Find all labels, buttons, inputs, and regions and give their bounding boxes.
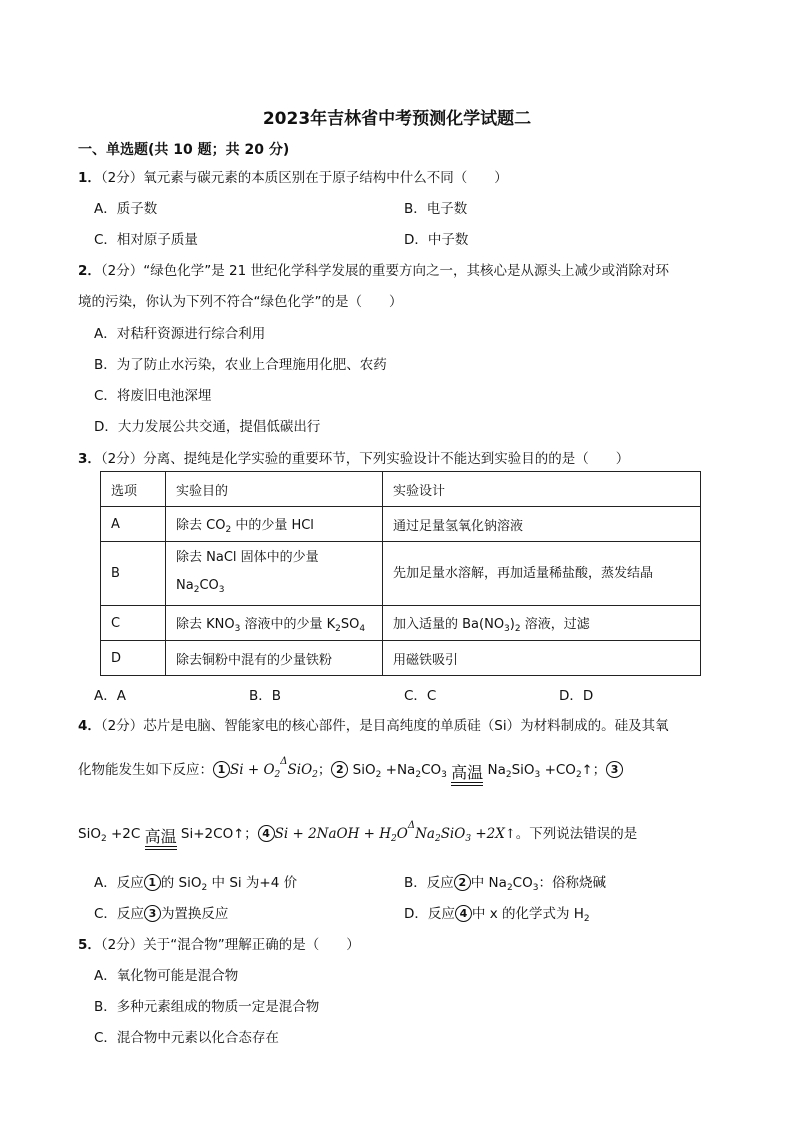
question-number: 1． [78, 170, 101, 186]
table-cell-goal: 除去 $KNO_3$ 溶液中的少量 $K_2SO_4$ [166, 606, 383, 641]
table-header: 实验目的 [166, 472, 383, 507]
reaction-2: $SiO_2 +Na_2CO_3$ 高温 $Na_2SiO_3$ $+CO_2↑$ [348, 762, 592, 778]
circled-number: 4 [258, 825, 275, 842]
q1-option-d[interactable]: D．中子数 [404, 232, 469, 248]
q5-option-a[interactable]: A．氧化物可能是混合物 [94, 968, 239, 984]
question-1-stem [78, 166, 508, 186]
table-row [101, 641, 701, 676]
circled-number: 1 [213, 761, 230, 778]
question-number: 3． [78, 451, 101, 467]
q3-option-b[interactable]: B．B [249, 688, 282, 704]
table-row [101, 507, 701, 542]
table-header: 实验设计 [383, 472, 701, 507]
reaction-1: $Si + O_2^\Delta SiO_2$ [230, 756, 318, 780]
table-cell-design: 加入适量的 $Ba(NO_3)_2$ 溶液，过滤 [383, 606, 701, 641]
q1-option-a[interactable]: A．质子数 [94, 201, 158, 217]
experiment-table [100, 471, 701, 676]
question-text: （2分）关于“混合物”理解正确的是（ ） [100, 937, 360, 953]
section-heading: 一、单选题(共 10 题；共 20 分) [78, 142, 290, 158]
q4-option-a[interactable]: A．反应 1 的 SiO$_2$ 中 Si 为+4 价 [94, 875, 298, 893]
q1-option-c[interactable]: C．相对原子质量 [94, 232, 198, 248]
q5-option-b[interactable]: B．多种元素组成的物质一定是混合物 [94, 999, 320, 1015]
reaction-condition: 高温 [145, 829, 177, 851]
question-number: 2． [78, 263, 101, 279]
table-cell-goal: 除去 $CO_2$ 中的少量 HCl [166, 507, 383, 542]
table-cell-option: C [101, 606, 166, 641]
q2-option-d[interactable]: D．大力发展公共交通，提倡低碳出行 [94, 419, 321, 435]
q4-option-c[interactable]: C．反应 3 为置换反应 [94, 906, 229, 922]
question-5-stem [78, 933, 360, 953]
table-cell-option: B [101, 542, 166, 606]
reaction-condition: 高温 [451, 765, 483, 787]
table-cell-design: 通过足量氢氧化钠溶液 [383, 507, 701, 542]
q2-option-b[interactable]: B．为了防止水污染，农业上合理施用化肥、农药 [94, 357, 387, 373]
reaction-4: Si + 2NaOH + $H_2O^\Delta Na_2SiO_3$ +2X↑ [274, 820, 516, 844]
table-header-row [101, 472, 701, 507]
table-cell-option: A [101, 507, 166, 542]
q4-option-d[interactable]: D．反应 4 中 x 的化学式为 $H_2$ [404, 906, 590, 924]
table-header: 选项 [101, 472, 166, 507]
q2-option-a[interactable]: A．对秸秆资源进行综合利用 [94, 326, 266, 342]
page-title: 2023年吉林省中考预测化学试题二 [262, 109, 532, 129]
q5-option-c[interactable]: C．混合物中元素以化合态存在 [94, 1030, 279, 1046]
table-cell-goal: 除去 NaCl 固体中的少量 $Na_2CO_3$ [166, 542, 383, 606]
question-2-stem [78, 259, 669, 279]
q3-option-a[interactable]: A．A [94, 688, 126, 704]
reaction-3: SiO$_2$ +2C 高温 Si+2CO↑ [78, 826, 244, 842]
question-text: （2分）氧元素与碳元素的本质区别在于原子结构中什么不同（ ） [100, 170, 508, 186]
table-cell-design: 用磁铁吸引 [383, 641, 701, 676]
circled-number: 3 [606, 761, 623, 778]
question-text: （2分）芯片是电脑、智能家电的核心部件，是目高纯度的单质硅（Si）为材料制成的。硅及其氧 [100, 718, 669, 734]
reaction-line-1: 化物能发生如下反应： 1 $Si + O_2^\Delta SiO_2$； 2 $SiO_2 +Na_2CO_3$ 高温 $Na_2SiO_3$ $+CO_2↑$； 3 [78, 758, 623, 787]
question-2-stem-cont: 境的污染，你认为下列不符合“绿色化学”的是（ ） [78, 294, 403, 310]
q3-option-d[interactable]: D．D [559, 688, 594, 704]
table-cell-design: 先加足量水溶解，再加适量稀盐酸，蒸发结晶 [383, 542, 701, 606]
table-row [101, 542, 701, 606]
table-cell-option: D [101, 641, 166, 676]
question-3-stem [78, 447, 629, 467]
question-number: 5． [78, 937, 101, 953]
q1-option-b[interactable]: B．电子数 [404, 201, 468, 217]
question-text: （2分）分离、提纯是化学实验的重要环节，下列实验设计不能达到实验目的的是（ ） [100, 451, 630, 467]
question-number: 4． [78, 718, 101, 734]
table-cell-goal: 除去铜粉中混有的少量铁粉 [166, 641, 383, 676]
question-text: （2分）“绿色化学”是 21 世纪化学科学发展的重要方向之一，其核心是从源头上减少或消除对环 [100, 263, 669, 279]
circled-number: 2 [331, 761, 348, 778]
question-4-stem [78, 714, 669, 734]
table-row [101, 606, 701, 641]
q4-option-b[interactable]: B．反应 2 中 $Na_2CO_3$：俗称烧碱 [404, 875, 606, 893]
q2-option-c[interactable]: C．将废旧电池深埋 [94, 388, 212, 404]
q3-option-c[interactable]: C．C [404, 688, 437, 704]
reaction-line-2: SiO$_2$ +2C 高温 Si+2CO↑； 4 Si + 2NaOH + $H_2O^\Delta Na_2SiO_3$ +2X↑。下列说法错误的是 [78, 822, 637, 851]
